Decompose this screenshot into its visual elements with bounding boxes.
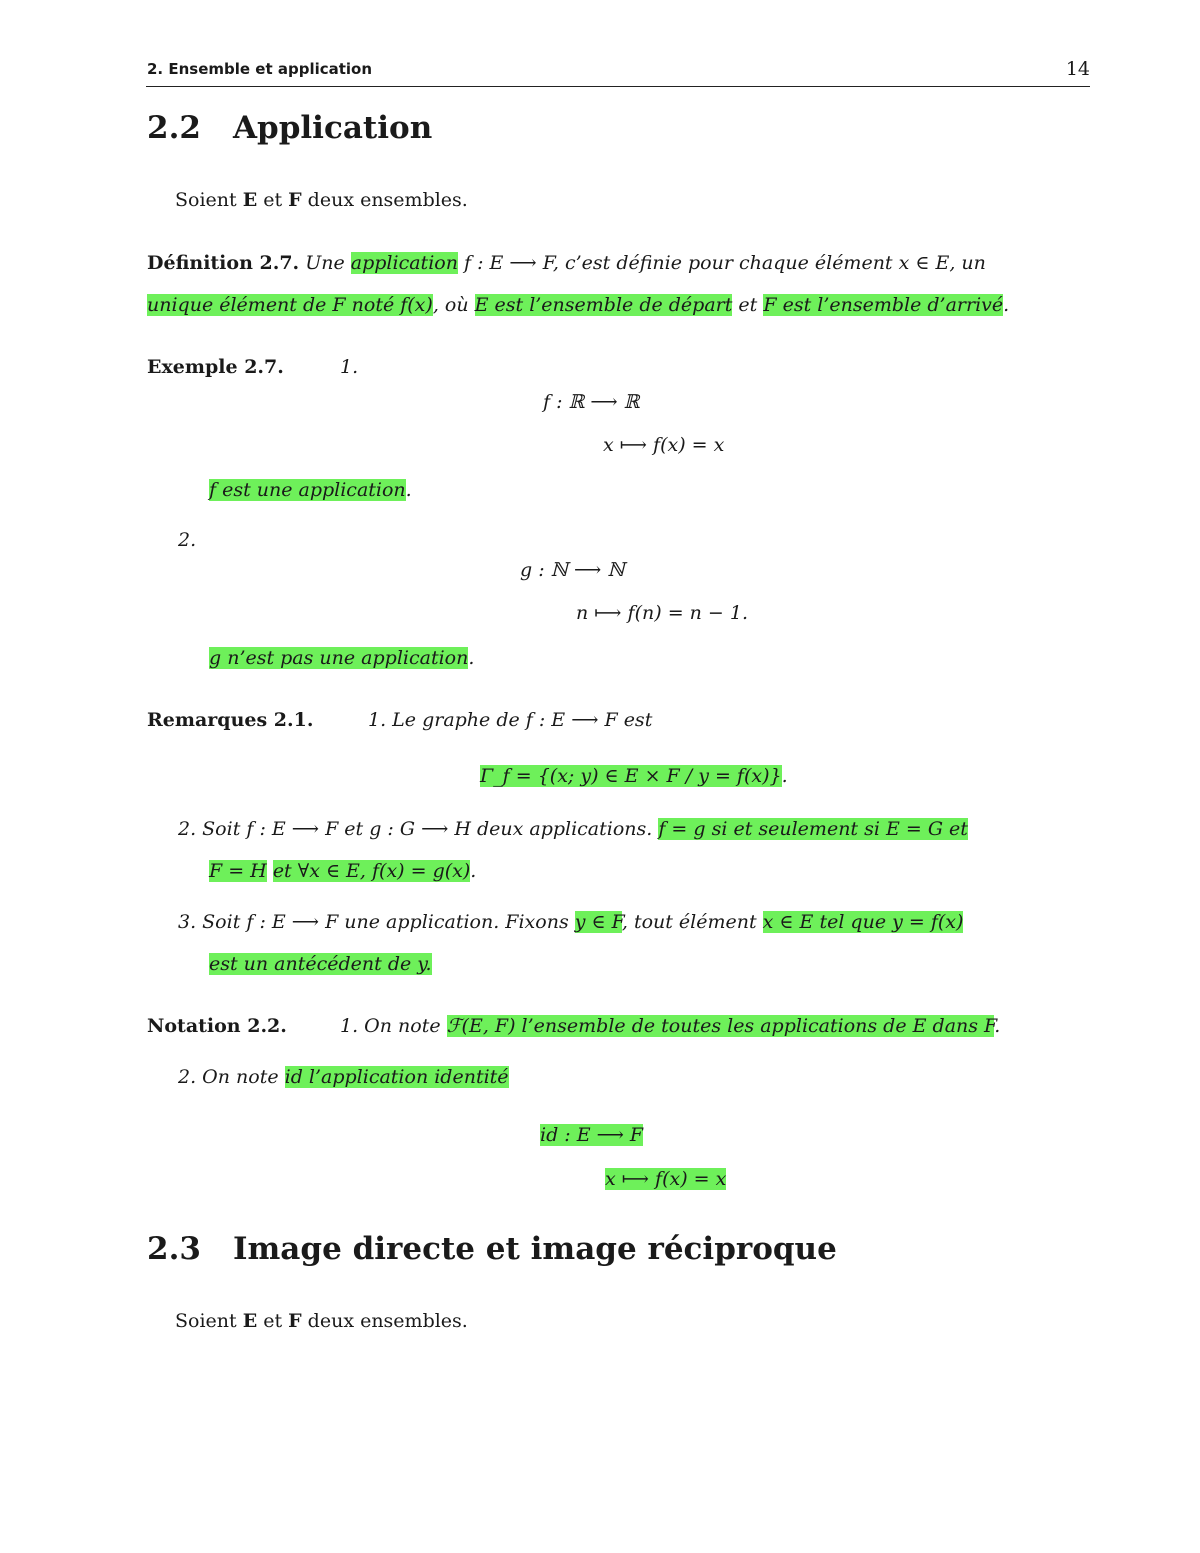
remark-text — [267, 860, 273, 882]
highlight: application — [350, 252, 458, 274]
set-E: E — [242, 1310, 258, 1332]
intro-text: et — [257, 1310, 289, 1332]
highlight: est un antécédent de y. — [209, 953, 432, 975]
notation-text: 2. On note — [178, 1066, 285, 1088]
definition-text: et — [732, 294, 764, 316]
definition-text: Une — [305, 252, 351, 274]
definition-text: . — [1003, 294, 1010, 316]
page-number: 14 — [1065, 58, 1090, 80]
remark-text: . — [470, 860, 477, 882]
highlight: g n’est pas une application — [209, 647, 469, 669]
highlight: ℱ(E, F) l’ensemble de toutes les applications de E dans F — [446, 1015, 995, 1037]
definition-line-1 — [147, 250, 986, 276]
definition-line-2 — [147, 292, 1009, 318]
highlight: f = g si et seulement si E = G et — [658, 818, 968, 840]
highlight: unique élément de F noté f(x) — [147, 294, 433, 316]
highlight: x ⟼ f(x) = x — [605, 1168, 727, 1190]
highlight: y ∈ F — [574, 911, 622, 933]
example-label: Exemple 2.7. — [147, 356, 284, 378]
math-f-header: f : ℝ ⟶ ℝ — [543, 391, 640, 413]
remarks-label: Remarques 2.1. — [147, 709, 314, 731]
math-g-header: g : ℕ ⟶ ℕ — [520, 559, 625, 581]
running-head: 2. Ensemble et application — [147, 60, 373, 78]
section-heading-2-3 — [147, 1231, 837, 1267]
notation-text: . — [994, 1015, 1001, 1037]
intro-text: Soient — [175, 189, 243, 211]
highlight: F est l’ensemble d’arrivé — [763, 294, 1004, 316]
highlight: f est une application — [209, 479, 406, 501]
highlight: x ∈ E tel que y = f(x) — [762, 911, 964, 933]
section-number: 2.3 — [147, 1231, 201, 1267]
intro-sentence — [175, 187, 468, 213]
highlight: E est l’ensemble de départ — [474, 294, 733, 316]
highlight: id : E ⟶ F — [540, 1124, 644, 1146]
remark-3-line-2 — [209, 951, 432, 977]
math-id-header — [540, 1124, 643, 1146]
graph-formula: Γ_f = {(x; y) ∈ E × F / y = f(x)}. — [480, 765, 788, 787]
notation-text: 1. On note — [340, 1015, 447, 1037]
remark-text: 3. Soit f : E ⟶ F une application. Fixons — [178, 911, 575, 933]
remark-2-line-1 — [178, 816, 968, 842]
remark-3-line-1 — [178, 909, 963, 935]
intro-text: deux ensembles. — [301, 189, 468, 211]
example-item-1-number: 1. — [340, 356, 359, 378]
section-title: Image directe et image réciproque — [233, 1231, 837, 1267]
remark-1-text: 1. Le graphe de f : E ⟶ F est — [368, 709, 653, 731]
highlight: id l’application identité — [284, 1066, 509, 1088]
set-F: F — [288, 189, 302, 211]
intro-text: Soient — [175, 1310, 243, 1332]
highlight: F = H — [209, 860, 267, 882]
remark-text: 2. Soit f : E ⟶ F et g : G ⟶ H deux applications. — [178, 818, 659, 840]
remark-2-line-2 — [209, 858, 476, 884]
notation-2 — [178, 1064, 509, 1090]
notation-label: Notation 2.2. — [147, 1015, 287, 1037]
intro-text: deux ensembles. — [301, 1310, 468, 1332]
notation-1 — [340, 1013, 1000, 1039]
definition-text: f : E ⟶ F, c’est définie pour chaque élément x ∈ E, un — [457, 252, 986, 274]
math-f-mapping: x ⟼ f(x) = x — [603, 434, 725, 456]
section-number: 2.2 — [147, 110, 201, 146]
remark-text: , tout élément — [621, 911, 763, 933]
highlight: Γ_f = {(x; y) ∈ E × F / y = f(x)} — [480, 765, 782, 787]
math-g-mapping: n ⟼ f(n) = n − 1. — [576, 602, 749, 624]
definition-label: Définition 2.7. — [147, 252, 300, 274]
section-heading-2-2 — [147, 110, 432, 146]
definition-text: , où — [432, 294, 475, 316]
intro-text: et — [257, 189, 289, 211]
section-title: Application — [233, 110, 433, 146]
example-item-2-number: 2. — [178, 529, 197, 551]
highlight: et ∀x ∈ E, f(x) = g(x) — [272, 860, 471, 882]
set-E: E — [242, 189, 258, 211]
header-rule — [146, 86, 1090, 87]
example-2-conclusion: g n’est pas une application. — [209, 647, 475, 669]
set-F: F — [288, 1310, 302, 1332]
example-1-conclusion: f est une application. — [209, 479, 412, 501]
intro-sentence-2 — [175, 1308, 468, 1334]
math-id-mapping — [605, 1168, 726, 1190]
